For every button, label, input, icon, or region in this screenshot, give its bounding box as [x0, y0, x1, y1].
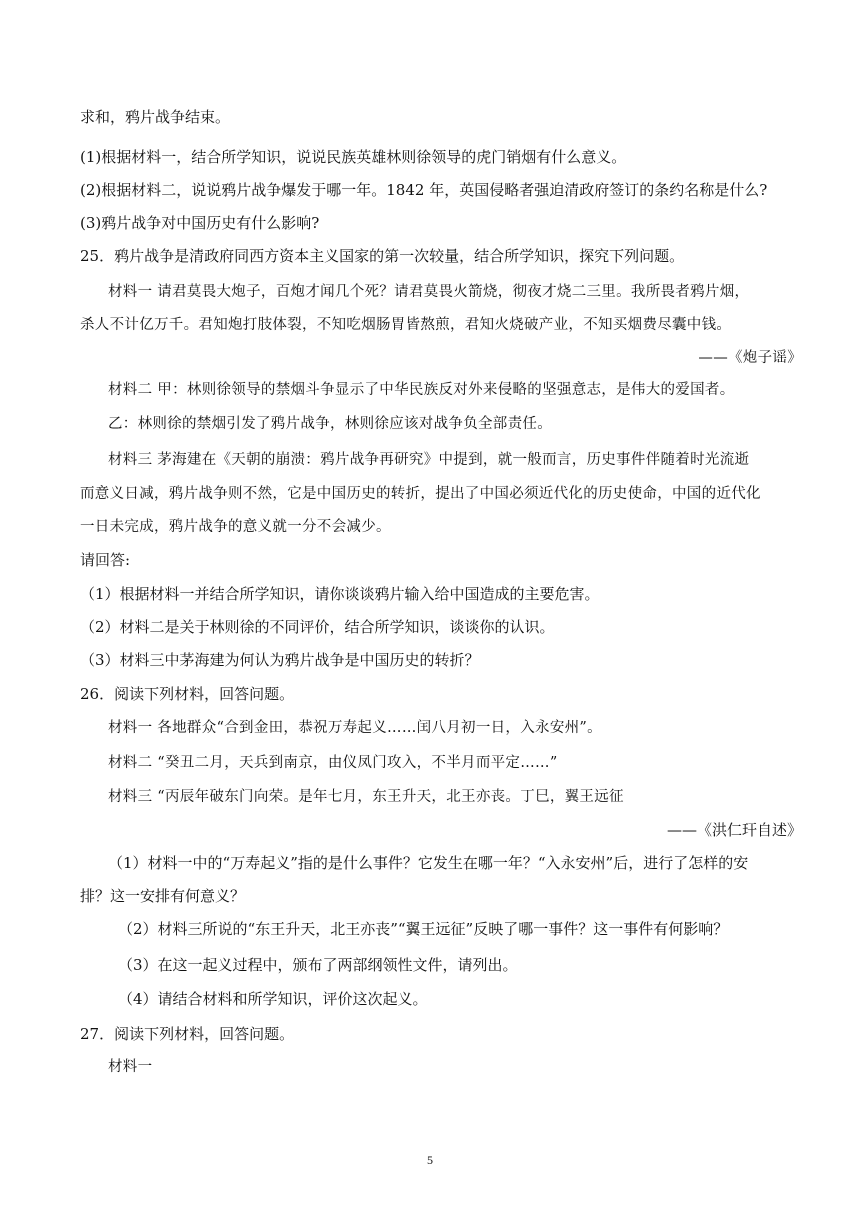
question-heading-25: 25．鸦片战争是清政府同西方资本主义国家的第一次较量，结合所学知识，探究下列问题。	[80, 247, 685, 265]
question-heading-27: 27．阅读下列材料，回答问题。	[80, 1025, 295, 1043]
material-source: ——《炮子谣》	[698, 350, 802, 366]
question-item: （1）根据材料一并结合所学知识，请你谈谈鸦片输入给中国造成的主要危害。	[80, 585, 600, 603]
material-text: 一日未完成，鸦片战争的意义就一分不会减少。	[80, 519, 391, 535]
question-heading-26: 26．阅读下列材料，回答问题。	[80, 685, 295, 703]
material-text: 材料一 各地群众“合到金田，恭祝万寿起义……闰八月初一日，入永安州”。	[108, 720, 602, 736]
question-item: (1)根据材料一，结合所学知识，说说民族英雄林则徐领导的虎门销烟有什么意义。	[80, 148, 627, 166]
material-text: 材料一 请君莫畏大炮子，百炮才闻几个死？请君莫畏火箭烧，彻夜才烧二三里。我所畏者鸦片烟，	[108, 284, 750, 300]
prompt-label: 请回答:	[80, 551, 131, 569]
material-text: 而意义日减，鸦片战争则不然，它是中国历史的转折，提出了中国必须近代化的历史使命，中国的近代化	[80, 486, 761, 502]
question-item: 排？这一安排有何意义？	[80, 887, 246, 905]
material-text: 材料三 “丙辰年破东门向荣。是年七月，东王升天，北王亦丧。丁巳，翼王远征	[108, 789, 624, 805]
question-item: （3）在这一起义过程中，颁布了两部纲领性文件，请列出。	[118, 956, 518, 974]
material-source: ——《洪仁玕自述》	[666, 821, 802, 839]
question-item: （3）材料三中茅海建为何认为鸦片战争是中国历史的转折？	[80, 651, 480, 669]
page-number: 5	[427, 1153, 433, 1167]
material-text: 材料三 茅海建在《天朝的崩溃：鸦片战争再研究》中提到，就一般而言，历史事件伴随着时光流逝	[108, 452, 750, 468]
material-text: 乙：林则徐的禁烟引发了鸦片战争，林则徐应该对战争负全部责任。	[108, 416, 552, 432]
question-item: （4）请结合材料和所学知识，评价这次起义。	[118, 990, 428, 1008]
question-item: （2）材料二是关于林则徐的不同评价，结合所学知识，谈谈你的认识。	[80, 618, 555, 636]
question-item: (2)根据材料二，说说鸦片战争爆发于哪一年。1842 年，英国侵略者强迫清政府签订的条约名称是什么?	[80, 181, 768, 199]
question-item: （2）材料三所说的“东王升天，北王亦丧”“翼王远征”反映了哪一事件？这一事件有何影响？	[118, 920, 729, 938]
question-item: (3)鸦片战争对中国历史有什么影响?	[80, 214, 320, 232]
question-item: （1）材料一中的“万寿起义”指的是什么事件？它发生在哪一年？“入永安州”后，进行了怎样的安	[108, 854, 749, 872]
material-text: 材料二 “癸丑二月，天兵到南京，由仪凤门攻入，不半月而平定……”	[108, 755, 558, 771]
material-text: 杀人不计亿万千。君知炮打肢体裂，不知吃烟肠胃皆熬煎，君知火烧破产业，不知买烟费尽囊中钱。	[80, 317, 732, 333]
material-text: 材料一	[108, 1059, 153, 1075]
material-text: 材料二 甲：林则徐领导的禁烟斗争显示了中华民族反对外来侵略的坚强意志，是伟大的爱国者。	[108, 382, 735, 398]
text-line: 求和，鸦片战争结束。	[80, 108, 231, 126]
